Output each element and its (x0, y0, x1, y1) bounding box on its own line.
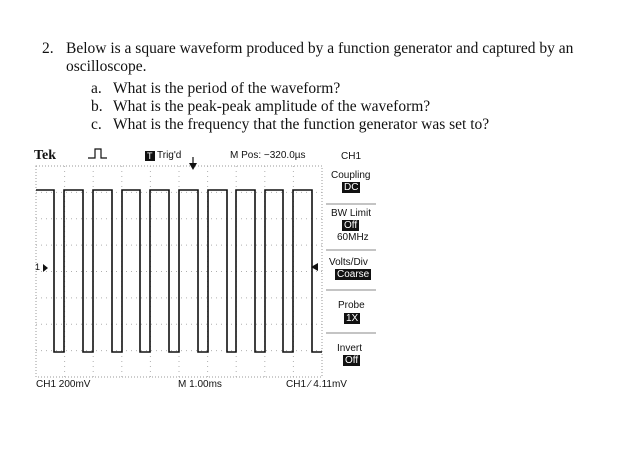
trigger-readout: CH1 ∕ 4.11mV (286, 379, 347, 390)
timebase-readout: M 1.00ms (178, 379, 222, 390)
waveform-trace (36, 190, 322, 352)
part-b-text: What is the peak-peak amplitude of the waveform? (113, 98, 431, 115)
part-b-letter: b. (91, 98, 103, 115)
pulse-acquire-icon (88, 149, 107, 158)
ch1-ground-marker-icon (43, 264, 48, 272)
menu-volts-div-label[interactable]: Volts/Div (329, 257, 368, 268)
trigger-status-box: T (147, 151, 153, 161)
menu-coupling-label[interactable]: Coupling (331, 170, 371, 181)
question-line-2: oscilloscope. (66, 58, 147, 75)
ch1-marker-label: 1 (35, 262, 41, 272)
part-c-text: What is the frequency that the function generator was set to? (113, 116, 490, 133)
trigger-status: Trig'd (157, 150, 182, 161)
scope-brand: Tek (34, 148, 57, 163)
question-number: 2. (42, 40, 54, 57)
menu-bw-limit-value[interactable]: Off (344, 220, 358, 231)
part-a-letter: a. (91, 80, 102, 97)
menu-volts-div-value[interactable]: Coarse (337, 269, 370, 280)
part-c-letter: c. (91, 116, 102, 133)
menu-coupling-value[interactable]: DC (344, 182, 359, 193)
ch1-volts-scale: CH1 200mV (36, 379, 91, 390)
menu-bw-limit-extra: 60MHz (337, 232, 369, 243)
menu-invert-value[interactable]: Off (345, 355, 359, 366)
menu-probe-value[interactable]: 1X (346, 313, 359, 324)
question-line-1: Below is a square waveform produced by a function generator and captured by an (66, 40, 574, 57)
menu-channel-header: CH1 (341, 151, 362, 162)
menu-bw-limit-label[interactable]: BW Limit (331, 208, 371, 219)
menu-invert-label[interactable]: Invert (337, 343, 363, 354)
part-a-text: What is the period of the waveform? (113, 80, 341, 97)
menu-probe-label[interactable]: Probe (338, 300, 365, 311)
horizontal-position: M Pos: −320.0µs (230, 150, 306, 161)
